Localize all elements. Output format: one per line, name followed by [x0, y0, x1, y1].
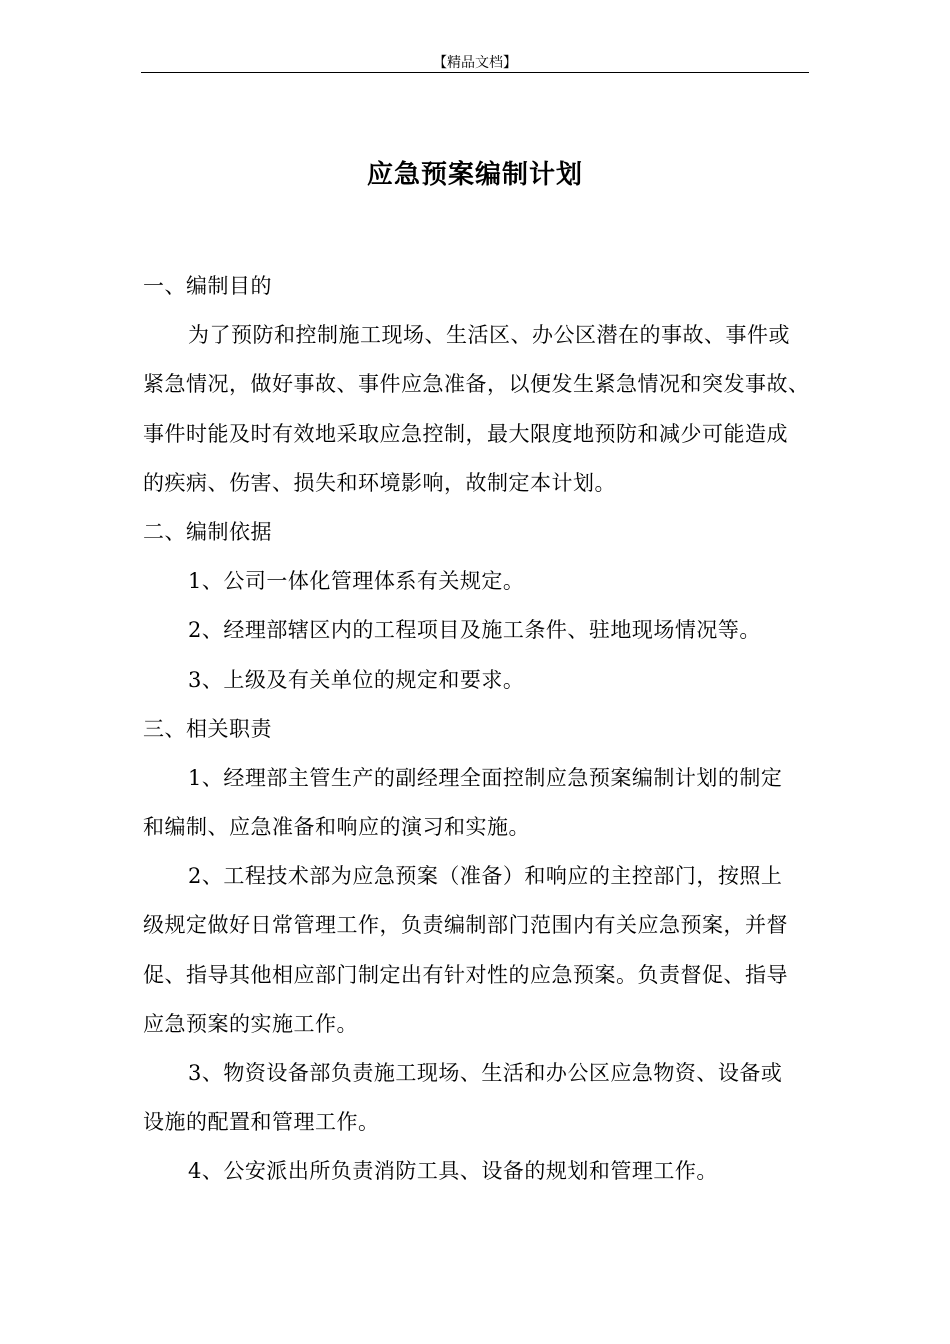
text-line: 促、指导其他相应部门制定出有针对性的应急预案。负责督促、指导 — [143, 962, 788, 987]
text-line: 3、上级及有关单位的规定和要求。 — [188, 667, 525, 692]
text-line: 二、编制依据 — [143, 519, 272, 544]
text-line: 2、经理部辖区内的工程项目及施工条件、驻地现场情况等。 — [188, 618, 761, 643]
text-line: 2、工程技术部为应急预案（准备）和响应的主控部门，按照上 — [188, 864, 783, 889]
text-line: 事件时能及时有效地采取应急控制，最大限度地预防和减少可能造成 — [143, 421, 788, 446]
text-line: 为了预防和控制施工现场、生活区、办公区潜在的事故、事件或 — [188, 323, 790, 348]
text-line: 紧急情况，做好事故、事件应急准备，以便发生紧急情况和突发事故、 — [143, 372, 810, 397]
text-line: 一、编制目的 — [143, 274, 272, 298]
text-line: 三、相关职责 — [143, 716, 272, 741]
text-line: 和编制、应急准备和响应的演习和实施。 — [143, 815, 530, 840]
text-line: 设施的配置和管理工作。 — [143, 1110, 380, 1135]
text-line: 应急预案的实施工作。 — [143, 1011, 358, 1036]
header-label: 【精品文档】 — [433, 55, 517, 71]
document-title: 应急预案编制计划 — [366, 160, 583, 190]
page-header — [141, 52, 809, 73]
text-line: 4、公安派出所负责消防工具、设备的规划和管理工作。 — [188, 1159, 718, 1184]
text-line: 1、公司一体化管理体系有关规定。 — [188, 569, 525, 594]
text-line: 级规定做好日常管理工作，负责编制部门范围内有关应急预案，并督 — [143, 913, 788, 938]
text-line: 1、经理部主管生产的副经理全面控制应急预案编制计划的制定 — [188, 765, 783, 790]
document-body — [143, 262, 813, 1197]
text-line: 的疾病、伤害、损失和环境影响，故制定本计划。 — [143, 470, 616, 495]
text-line: 3、物资设备部负责施工现场、生活和办公区应急物资、设备或 — [188, 1061, 783, 1085]
